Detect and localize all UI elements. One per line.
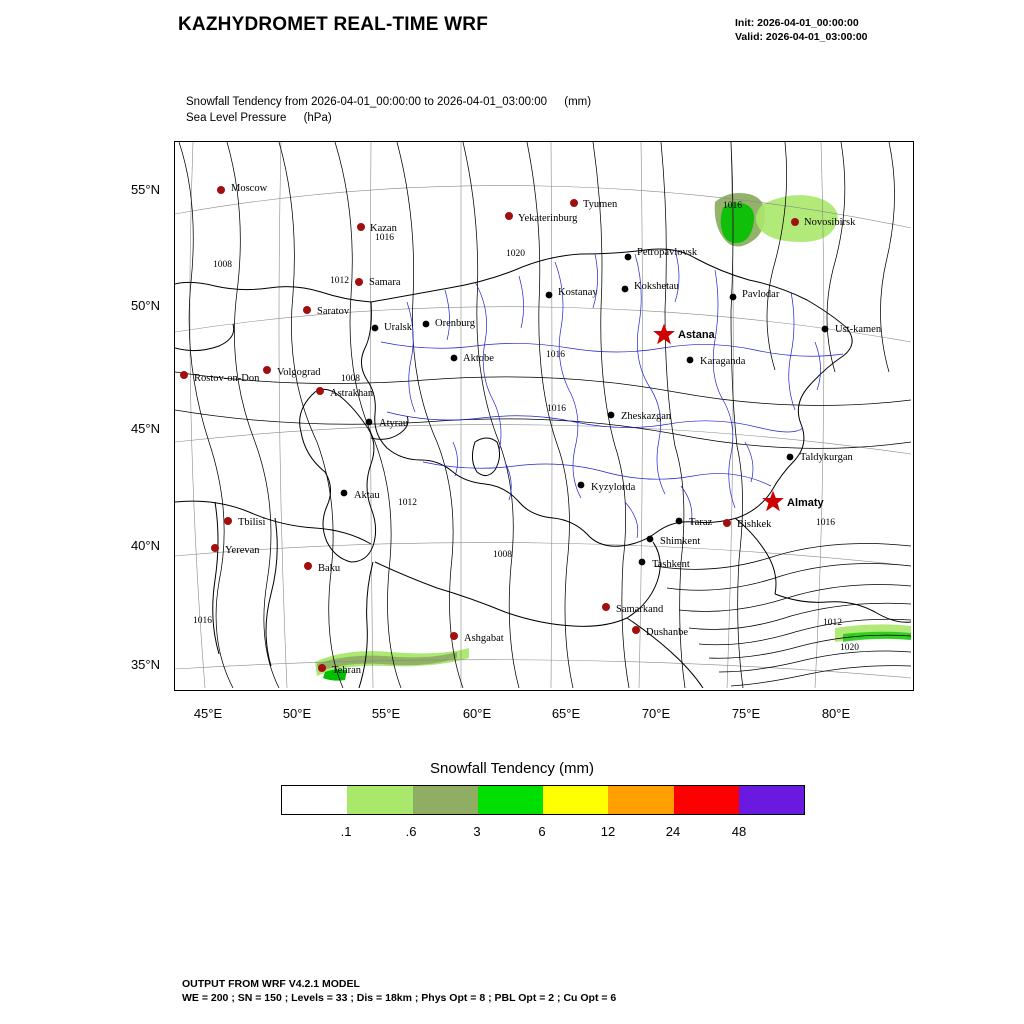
contour-label: 1016 xyxy=(723,201,742,211)
city-label-aktau: Aktau xyxy=(354,490,380,501)
colorbar-tick-2: 3 xyxy=(473,824,481,839)
city-label-kokshetau: Kokshetau xyxy=(634,281,679,292)
city-label-almaty: Almaty xyxy=(787,497,824,509)
colorbar-tick-3: 6 xyxy=(538,824,546,839)
contour-label: 1016 xyxy=(816,518,835,528)
y-axis-label-45n: 45°N xyxy=(130,421,160,436)
city-label-uralsk: Uralsk xyxy=(384,322,412,333)
colorbar-swatch-0 xyxy=(282,786,347,814)
coastlines-and-borders xyxy=(175,249,911,688)
y-axis-label-40n: 40°N xyxy=(130,538,160,553)
footer-line-2: WE = 200 ; SN = 150 ; Levels = 33 ; Dis = 18km ; Phys Opt = 8 ; PBL Opt = 2 ; Cu Opt = 6 xyxy=(182,992,617,1004)
contour-label: 1016 xyxy=(547,404,566,414)
contour-label: 1012 xyxy=(330,276,349,286)
contour-label: 1020 xyxy=(506,249,525,259)
city-label-novosibirsk: Novosibirsk xyxy=(804,217,856,228)
city-label-kostanay: Kostanay xyxy=(558,287,598,298)
city-label-ustkamen: Ust-kamen xyxy=(835,324,882,335)
city-label-shimkent: Shimkent xyxy=(660,536,701,547)
x-axis-label-50e: 50°E xyxy=(282,706,312,721)
colorbar-tick-4: 12 xyxy=(600,824,616,839)
init-valid-block xyxy=(735,16,868,44)
city-label-astrakhan: Astrakhan xyxy=(330,388,374,399)
city-label-ashgabat: Ashgabat xyxy=(464,633,504,644)
city-label-taraz: Taraz xyxy=(689,517,713,528)
colorbar-swatch-7 xyxy=(739,786,804,814)
footer-line-1: OUTPUT FROM WRF V4.2.1 MODEL xyxy=(182,978,360,990)
x-axis-label-65e: 65°E xyxy=(551,706,581,721)
colorbar-swatch-2 xyxy=(413,786,478,814)
contour-label: 1020 xyxy=(840,643,859,653)
city-label-atyrau: Atyrau xyxy=(379,418,409,429)
colorbar-tick-labels xyxy=(281,824,803,842)
colorbar-swatch-1 xyxy=(347,786,412,814)
valid-time: Valid: 2026-04-01_03:00:00 xyxy=(735,31,868,43)
city-label-rostov-on-don: Rostov-on-Don xyxy=(194,373,260,384)
contour-label: 1016 xyxy=(546,350,565,360)
field-line-2-units: (hPa) xyxy=(303,112,332,124)
field-line-1-units: (mm) xyxy=(564,96,592,108)
city-label-yekaterinburg: Yekaterinburg xyxy=(518,213,578,224)
city-label-saratov: Saratov xyxy=(317,306,350,317)
contour-label: 1012 xyxy=(398,498,417,508)
field-line-2: Sea Level Pressure xyxy=(186,112,287,124)
model-output-footer xyxy=(182,977,616,1005)
x-axis-label-60e: 60°E xyxy=(462,706,492,721)
x-axis-label-70e: 70°E xyxy=(641,706,671,721)
page-title: KAZHYDROMET REAL-TIME WRF xyxy=(178,14,489,35)
map-plot-area[interactable] xyxy=(174,141,914,691)
contour-label: 1016 xyxy=(375,233,394,243)
x-axis-label-80e: 80°E xyxy=(821,706,851,721)
contour-label: 1012 xyxy=(823,618,842,628)
x-axis-label-45e: 45°E xyxy=(193,706,223,721)
init-time: Init: 2026-04-01_00:00:00 xyxy=(735,17,859,29)
city-label-pavlodar: Pavlodar xyxy=(742,289,780,300)
y-axis-label-50n: 50°N xyxy=(130,298,160,313)
city-label-bishkek: Bishkek xyxy=(737,519,772,530)
city-label-orenburg: Orenburg xyxy=(435,318,476,329)
city-label-tehran: Tehran xyxy=(332,665,361,676)
city-label-karaganda: Karaganda xyxy=(700,356,746,367)
x-axis-label-55e: 55°E xyxy=(371,706,401,721)
city-label-tyumen: Tyumen xyxy=(583,199,618,210)
field-description xyxy=(186,94,591,126)
city-label-dushanbe: Dushanbe xyxy=(646,627,688,638)
city-label-taldykurgan: Taldykurgan xyxy=(800,452,853,463)
city-label-kazan: Kazan xyxy=(370,223,397,234)
city-label-yerevan: Yerevan xyxy=(225,545,260,556)
city-label-samara: Samara xyxy=(369,277,401,288)
colorbar-swatch-3 xyxy=(478,786,543,814)
city-label-astana: Astana xyxy=(678,329,715,341)
city-label-tbilisi: Tbilisi xyxy=(238,517,266,528)
colorbar-swatch-5 xyxy=(608,786,673,814)
contour-label: 1008 xyxy=(213,260,232,270)
contour-label: 1008 xyxy=(493,550,512,560)
city-label-baku: Baku xyxy=(318,563,341,574)
colorbar-title: Snowfall Tendency (mm) xyxy=(430,760,594,777)
colorbar[interactable] xyxy=(281,785,805,815)
city-label-zheskazgan: Zheskazgan xyxy=(621,411,672,422)
city-label-aktobe: Aktobe xyxy=(463,353,494,364)
city-label-petropavlovsk: Petropavlovsk xyxy=(637,247,698,258)
city-label-volgograd: Volgograd xyxy=(277,367,321,378)
contour-label: 1008 xyxy=(341,374,360,384)
y-axis-label-35n: 35°N xyxy=(130,657,160,672)
field-line-1: Snowfall Tendency from 2026-04-01_00:00:00 to 2026-04-01_03:00:00 xyxy=(186,96,548,108)
colorbar-swatch-6 xyxy=(674,786,739,814)
city-label-moscow: Moscow xyxy=(231,183,268,194)
y-axis-label-55n: 55°N xyxy=(130,182,160,197)
colorbar-tick-1: .6 xyxy=(405,824,417,839)
city-label-kyzylorda: Kyzylorda xyxy=(591,482,636,493)
colorbar-tick-5: 24 xyxy=(665,824,681,839)
colorbar-swatch-4 xyxy=(543,786,608,814)
x-axis-label-75e: 75°E xyxy=(731,706,761,721)
contour-label: 1016 xyxy=(193,616,212,626)
city-label-samarkand: Samarkand xyxy=(616,604,664,615)
colorbar-tick-6: 48 xyxy=(731,824,747,839)
colorbar-tick-0: .1 xyxy=(340,824,352,839)
city-label-tashkent: Tashkent xyxy=(652,559,690,570)
